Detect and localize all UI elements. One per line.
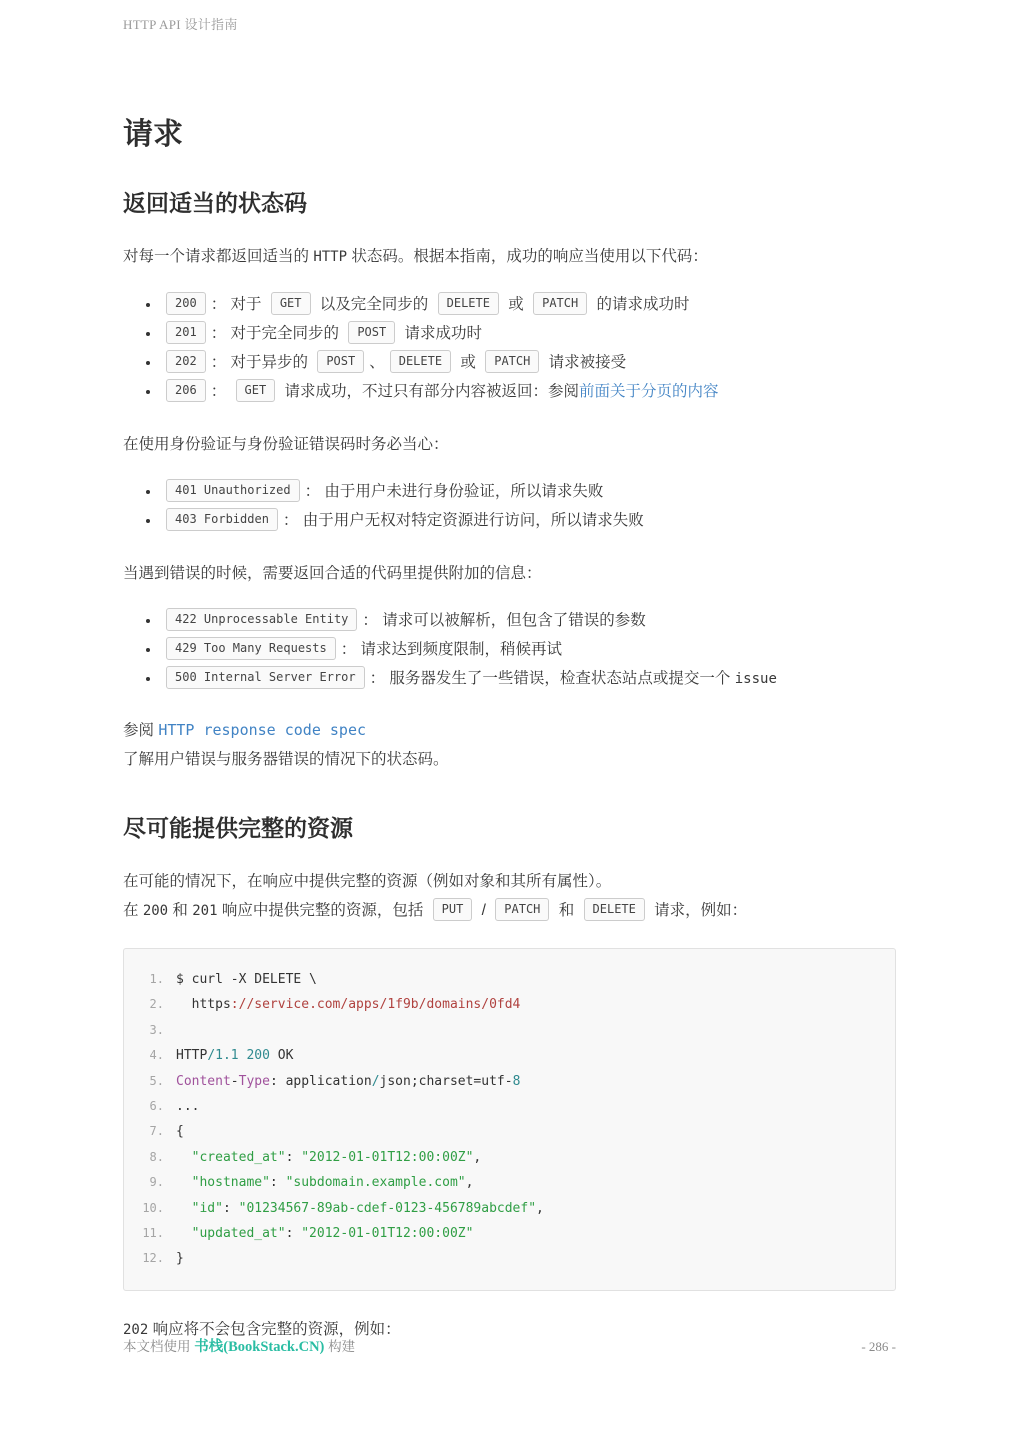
inline-code-badge: 403 Forbidden (166, 508, 278, 531)
inline-code-badge: DELETE (584, 898, 645, 921)
text-run: 的请求成功时 (592, 296, 690, 313)
text-run: 在 (123, 902, 143, 919)
inline-code-badge: 429 Too Many Requests (166, 637, 336, 660)
code-line (138, 1069, 881, 1094)
inline-code-badge: DELETE (438, 292, 499, 315)
code-text: $ curl -X DELETE \ (176, 972, 317, 987)
code-line (138, 1119, 881, 1144)
text-link[interactable]: 前面关于分页的内容 (579, 383, 719, 400)
line-number: 5. (149, 1073, 164, 1088)
code-text: "created_at": "2012-01-01T12:00:00Z", (176, 1149, 482, 1165)
auth-error-list (123, 477, 896, 535)
code-line (138, 1018, 881, 1043)
text-run: ： 请求可以被解析，但包含了错误的参数 (362, 612, 646, 629)
text-run: ： 由于用户未进行身份验证，所以请求失败 (304, 483, 604, 500)
paragraph-intro (123, 242, 896, 272)
inline-code-badge: POST (348, 321, 395, 344)
text-run: 响应中提供完整的资源，包括 (217, 902, 428, 919)
inline-code-badge: DELETE (390, 350, 451, 373)
code-line (138, 967, 881, 992)
text-run: 请求成功时 (400, 325, 483, 342)
inline-code-badge: POST (317, 350, 364, 373)
line-number: 10. (142, 1200, 164, 1215)
mono-text: 201 (192, 903, 218, 919)
line-number: 4. (149, 1048, 164, 1063)
code-line (138, 1043, 881, 1068)
list-item (161, 606, 896, 635)
footer-prefix: 本文档使用 (123, 1339, 195, 1354)
list-item (161, 477, 896, 506)
text-run: 和 (554, 902, 579, 919)
code-text: Content-Type: application/json;charset=utf-8 (176, 1073, 521, 1089)
page-number: - 286 - (861, 1339, 896, 1354)
paragraph-see-also-tail: 了解用户错误与服务器错误的情况下的状态码。 (123, 751, 449, 768)
mono-text: HTTP (313, 249, 348, 265)
inline-code-badge: PUT (433, 898, 473, 921)
inline-code-badge: 202 (166, 350, 206, 373)
bookstack-brand-link[interactable]: 书栈(BookStack.CN) (194, 1339, 325, 1355)
text-run: 对每一个请求都返回适当的 (123, 248, 314, 265)
code-line (138, 1221, 881, 1246)
code-text: ... (176, 1099, 200, 1115)
paragraph-full-resource-2 (123, 896, 896, 926)
footer-suffix: 构建 (324, 1339, 356, 1354)
line-number: 7. (149, 1124, 164, 1139)
code-text: "hostname": "subdomain.example.com", (176, 1175, 474, 1191)
section-heading-status-codes: 返回适当的状态码 (123, 190, 307, 216)
page-title: 请求 (123, 118, 183, 151)
section-heading-full-resource: 尽可能提供完整的资源 (123, 815, 353, 841)
text-run: 、 (369, 354, 385, 371)
line-number: 6. (149, 1099, 164, 1114)
line-number: 11. (142, 1226, 164, 1241)
line-number: 2. (149, 997, 164, 1012)
page-footer (123, 1335, 896, 1356)
text-run: 或 (456, 354, 481, 371)
text-run: 参阅 (123, 722, 159, 739)
code-block (123, 948, 896, 1291)
inline-code-badge: GET (271, 292, 311, 315)
code-text: HTTP/1.1 200 OK (176, 1048, 294, 1064)
text-run: 请求成功，不过只有部分内容被返回：参阅 (280, 383, 579, 400)
inline-code-badge: PATCH (533, 292, 587, 315)
code-line (138, 1246, 881, 1271)
inline-code-badge: PATCH (495, 898, 549, 921)
text-run: / (477, 902, 491, 919)
text-run: ： 服务器发生了一些错误，检查状态站点或提交一个 (369, 670, 735, 687)
code-text: { (176, 1124, 184, 1140)
line-number: 9. (149, 1175, 164, 1190)
code-text: "id": "01234567-89ab-cdef-0123-456789abcdef", (176, 1200, 544, 1216)
inline-code-badge: 206 (166, 379, 206, 402)
list-item (161, 319, 896, 348)
list-item (161, 664, 896, 694)
paragraph-error-note: 当遇到错误的时候，需要返回合适的代码里提供附加的信息： (123, 565, 542, 582)
list-item (161, 290, 896, 319)
inline-code-badge: GET (236, 379, 276, 402)
inline-code-badge: 201 (166, 321, 206, 344)
status-code-list (123, 290, 896, 406)
text-run: ： 对于完全同步的 (210, 325, 344, 342)
inline-code-badge: 500 Internal Server Error (166, 666, 365, 689)
mono-text: 200 (142, 903, 169, 919)
list-item (161, 348, 896, 377)
code-line (138, 1196, 881, 1221)
text-run: ： 对于异步的 (210, 354, 313, 371)
text-link[interactable]: HTTP response code spec (158, 721, 367, 739)
line-number: 1. (149, 972, 164, 986)
text-run: 响应将不会包含完整的资源，例如： (148, 1320, 401, 1338)
text-run: 和 (168, 902, 193, 919)
paragraph-see-also (123, 716, 896, 745)
code-line (138, 1170, 881, 1195)
mono-text: issue (734, 671, 777, 687)
list-item (161, 377, 896, 406)
list-item (161, 635, 896, 664)
line-number: 8. (149, 1149, 164, 1164)
paragraph-full-resource-1: 在可能的情况下，在响应中提供完整的资源（例如对象和其所有属性）。 (123, 873, 612, 890)
inline-code-badge: 422 Unprocessable Entity (166, 608, 357, 631)
text-run: ： 请求达到频度限制，稍候再试 (340, 641, 563, 658)
code-line (138, 992, 881, 1017)
text-run: ： (210, 383, 231, 400)
line-number: 12. (142, 1251, 164, 1266)
paragraph-auth-note: 在使用身份验证与身份验证错误码时务必当心： (123, 436, 449, 453)
text-run: ： 由于用户无权对特定资源进行访问，所以请求失败 (282, 512, 644, 529)
running-header: HTTP API 设计指南 (123, 17, 238, 32)
code-text: } (176, 1251, 184, 1267)
text-run: 请求，例如： (649, 902, 748, 919)
list-item (161, 506, 896, 535)
text-run: 请求被接受 (544, 354, 627, 371)
text-run: 或 (503, 296, 529, 313)
error-code-list (123, 606, 896, 694)
inline-code-badge: 401 Unauthorized (166, 479, 300, 502)
line-number: 3. (149, 1022, 164, 1037)
code-text: "updated_at": "2012-01-01T12:00:00Z" (176, 1226, 474, 1242)
inline-code-badge: PATCH (485, 350, 539, 373)
mono-text: 202 (123, 1321, 149, 1338)
code-text: https://service.com/apps/1f9b/domains/0fd4 (176, 997, 521, 1013)
footer-builder-note (123, 1335, 355, 1356)
code-text (176, 1023, 184, 1038)
code-line (138, 1145, 881, 1170)
inline-code-badge: 200 (166, 292, 206, 315)
text-run: 状态码。根据本指南，成功的响应当使用以下代码： (347, 248, 708, 265)
text-run: ： 对于 (210, 296, 266, 313)
code-line (138, 1094, 881, 1119)
text-run: 以及完全同步的 (315, 296, 433, 313)
